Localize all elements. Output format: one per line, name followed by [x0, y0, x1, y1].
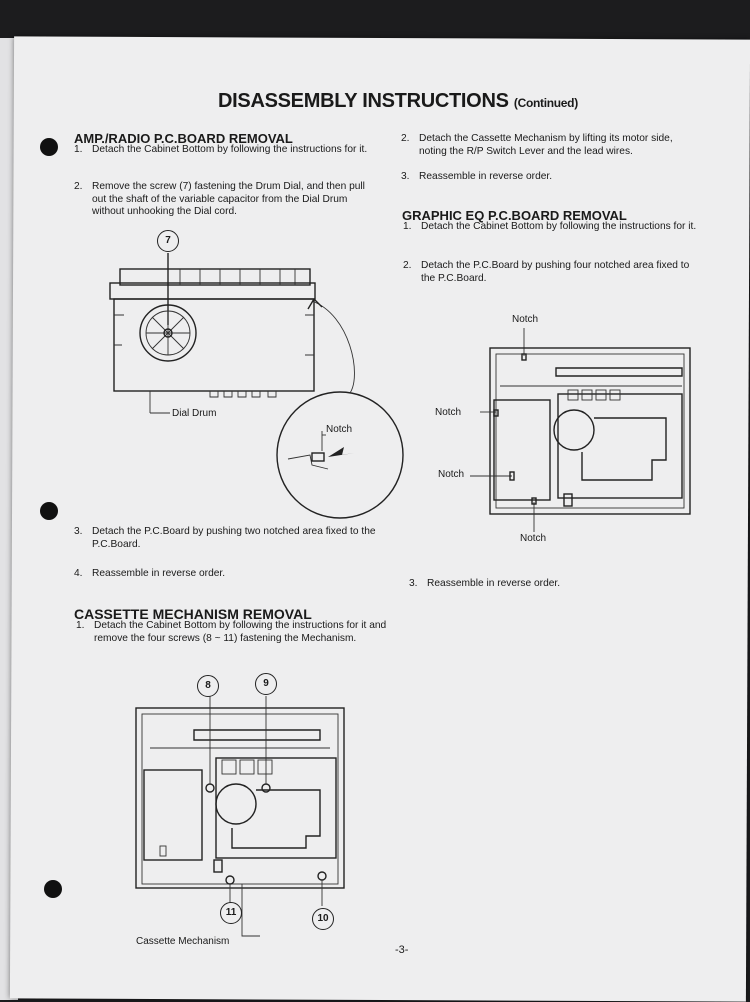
step-text: Detach the Cassette Mechanism by lifting its motor side, noting the R/P Switch Lever and the lead wires.	[419, 133, 673, 157]
cassette-step-2	[401, 133, 701, 158]
punch-hole	[40, 138, 58, 156]
step-number: 1.	[74, 144, 83, 155]
step-text: Detach the P.C.Board by pushing two notched area fixed to the P.C.Board.	[92, 526, 376, 550]
amp-step-2	[74, 181, 380, 219]
amp-section-heading: AMP./RADIO P.C.BOARD REMOVAL	[74, 131, 293, 146]
step-number: 3.	[401, 171, 410, 182]
cassette-section-heading: CASSETTE MECHANISM REMOVAL	[74, 606, 312, 622]
callout-screw-10: 10	[312, 908, 334, 930]
step-number: 3.	[74, 526, 83, 537]
step-number: 2.	[401, 133, 410, 144]
graphic-eq-board-diagram	[486, 340, 696, 520]
geq-notch-label-top: Notch	[512, 314, 539, 325]
step-text: Detach the P.C.Board by pushing four notched area fixed to the P.C.Board.	[421, 260, 690, 284]
notch-label: Notch	[326, 424, 353, 435]
punch-hole	[40, 502, 58, 520]
callout-screw-11: 11	[220, 902, 242, 924]
amp-step-1	[74, 144, 380, 157]
step-number: 4.	[74, 568, 83, 579]
step-text: Remove the screw (7) fastening the Drum Dial, and then pull out the shaft of the variable capacitor from the Dial Drum without unhooking the Dial cord.	[92, 181, 365, 217]
page-title-suffix: (Continued)	[513, 96, 578, 110]
cassette-step-3	[401, 171, 701, 184]
amp-step-4	[74, 568, 386, 581]
geq-step-3	[409, 578, 699, 591]
geq-notch-label-bottom: Notch	[520, 533, 547, 544]
step-text: Reassemble in reverse order.	[427, 578, 561, 589]
cassette-mechanism-diagram	[130, 700, 360, 900]
step-number: 2.	[74, 181, 83, 192]
callout-screw-9: 9	[255, 673, 277, 695]
punch-hole	[44, 880, 62, 898]
geq-step-2	[403, 260, 701, 285]
callout-screw-8: 8	[197, 675, 219, 697]
dial-drum-label: Dial Drum	[172, 408, 217, 419]
callout-screw-7: 7	[157, 230, 179, 252]
step-text: Detach the Cabinet Bottom by following the instructions for it.	[421, 221, 697, 232]
geq-notch-label-lower-left: Notch	[438, 469, 465, 480]
step-text: Detach the Cabinet Bottom by following the instructions for it and remove the four screws (8 ~ 11) fastening the Mechanism.	[94, 620, 387, 644]
amp-step-3	[74, 526, 386, 551]
page-number: -3-	[395, 944, 409, 956]
geq-step-1	[403, 221, 701, 234]
step-number: 1.	[403, 221, 412, 232]
step-text: Detach the Cabinet Bottom by following the instructions for it.	[92, 144, 368, 155]
step-number: 3.	[409, 578, 418, 589]
page-title-text: DISASSEMBLY INSTRUCTIONS	[218, 90, 509, 112]
step-text: Reassemble in reverse order.	[419, 171, 553, 182]
geq-section-heading: GRAPHIC EQ P.C.BOARD REMOVAL	[402, 208, 627, 223]
geq-notch-label-left: Notch	[435, 407, 462, 418]
page-title	[218, 90, 638, 113]
step-number: 2.	[403, 260, 412, 271]
step-text: Reassemble in reverse order.	[92, 568, 226, 579]
cassette-mechanism-label: Cassette Mechanism	[136, 936, 230, 947]
amp-board-diagram	[100, 225, 400, 525]
step-number: 1.	[76, 620, 85, 631]
cassette-step-1	[76, 620, 388, 645]
